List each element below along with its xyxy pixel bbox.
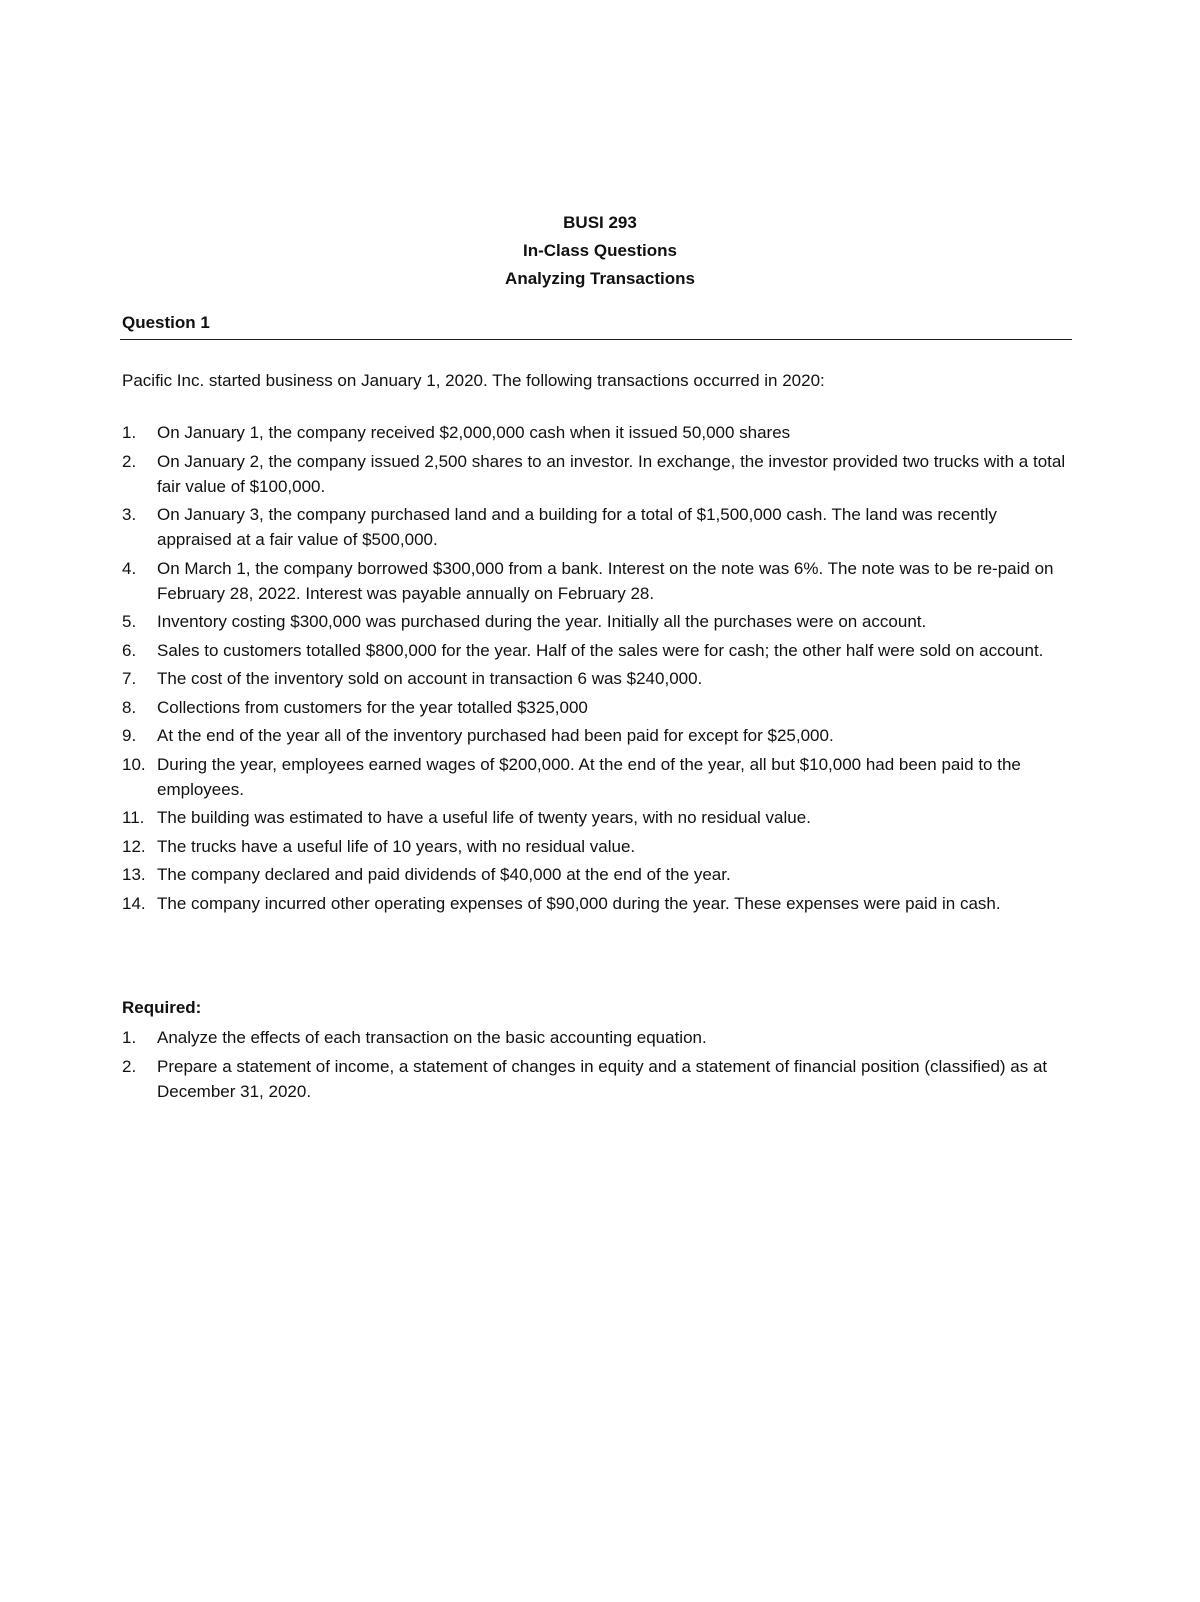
list-item-number: 12.: [122, 836, 146, 856]
list-item-text: Inventory costing $300,000 was purchased during the year. Initially all the purchases were on account.: [157, 612, 927, 631]
transaction-item: [122, 638, 1072, 663]
list-item-text: The building was estimated to have a useful life of twenty years, with no residual value.: [157, 808, 811, 827]
list-item-text: On March 1, the company borrowed $300,000 from a bank. Interest on the note was 6%. The note was to be re-paid on February 28, 2022. Interest was payable annually on February 28.: [157, 558, 1054, 603]
transaction-item: [122, 449, 1072, 499]
transaction-item: [122, 834, 1072, 859]
transaction-item: [122, 891, 1072, 916]
document-header: [0, 209, 1200, 293]
transaction-item: [122, 420, 1072, 445]
list-item-number: 8.: [122, 697, 137, 717]
transaction-item: [122, 666, 1072, 691]
required-list: [122, 1025, 1072, 1107]
list-item-number: 9.: [122, 726, 137, 745]
question-intro: Pacific Inc. started business on January 1, 2020. The following transactions occurred in 2020:: [122, 371, 825, 390]
transaction-list: [122, 420, 1072, 919]
list-item-number: 1.: [122, 1028, 137, 1047]
list-item-text: The company declared and paid dividends of $40,000 at the end of the year.: [157, 865, 731, 884]
list-item-text: The trucks have a useful life of 10 years, with no residual value.: [157, 836, 636, 856]
transaction-item: [122, 502, 1072, 552]
transaction-item: [122, 805, 1072, 830]
transaction-item: [122, 723, 1072, 748]
transaction-item: [122, 695, 1072, 720]
list-item-text: Collections from customers for the year totalled $325,000: [157, 697, 588, 717]
list-item-text: On January 1, the company received $2,000,000 cash when it issued 50,000 shares: [157, 423, 791, 442]
list-item-number: 10.: [122, 754, 146, 774]
required-item: [122, 1054, 1072, 1104]
list-item-text: Sales to customers totalled $800,000 for the year. Half of the sales were for cash; the other half were sold on account.: [157, 640, 1044, 660]
required-heading: Required:: [122, 998, 202, 1017]
list-item-text: At the end of the year all of the inventory purchased had been paid for except for $25,000.: [157, 726, 834, 745]
transaction-item: [122, 609, 1072, 634]
course-code: BUSI 293: [563, 213, 637, 232]
list-item-text: Prepare a statement of income, a statement of changes in equity and a statement of financial position (classified) as at December 31, 2020.: [157, 1056, 1048, 1101]
list-item-number: 14.: [122, 893, 146, 913]
list-item-text: On January 3, the company purchased land and a building for a total of $1,500,000 cash. The land was recently appraised at a fair value of $500,000.: [157, 505, 997, 549]
list-item-text: During the year, employees earned wages of $200,000. At the end of the year, all but $10,000 had been paid to the employees.: [157, 754, 1021, 799]
list-item-number: 3.: [122, 505, 137, 524]
list-item-text: The company incurred other operating expenses of $90,000 during the year. These expenses were paid in cash.: [157, 893, 1001, 913]
list-item-number: 5.: [122, 612, 137, 631]
list-item-number: 7.: [122, 669, 137, 688]
transaction-item: [122, 752, 1072, 802]
list-item-number: 2.: [122, 1056, 137, 1076]
list-item-text: Analyze the effects of each transaction on the basic accounting equation.: [157, 1028, 707, 1047]
list-item-text: On January 2, the company issued 2,500 shares to an investor. In exchange, the investor provided two trucks with a total fair value of $100,000.: [157, 451, 1066, 496]
document-topic: Analyzing Transactions: [505, 269, 695, 288]
transaction-item: [122, 556, 1072, 606]
list-item-number: 1.: [122, 423, 137, 442]
heading-divider: [120, 339, 1072, 340]
list-item-text: The cost of the inventory sold on account in transaction 6 was $240,000.: [157, 669, 703, 688]
required-item: [122, 1025, 1072, 1050]
transaction-item: [122, 862, 1072, 887]
list-item-number: 13.: [122, 865, 146, 884]
list-item-number: 2.: [122, 451, 137, 471]
list-item-number: 4.: [122, 558, 137, 578]
document-subtitle: In-Class Questions: [523, 241, 677, 260]
list-item-number: 6.: [122, 640, 137, 660]
question-heading: Question 1: [122, 313, 210, 332]
list-item-number: 11.: [122, 808, 145, 827]
